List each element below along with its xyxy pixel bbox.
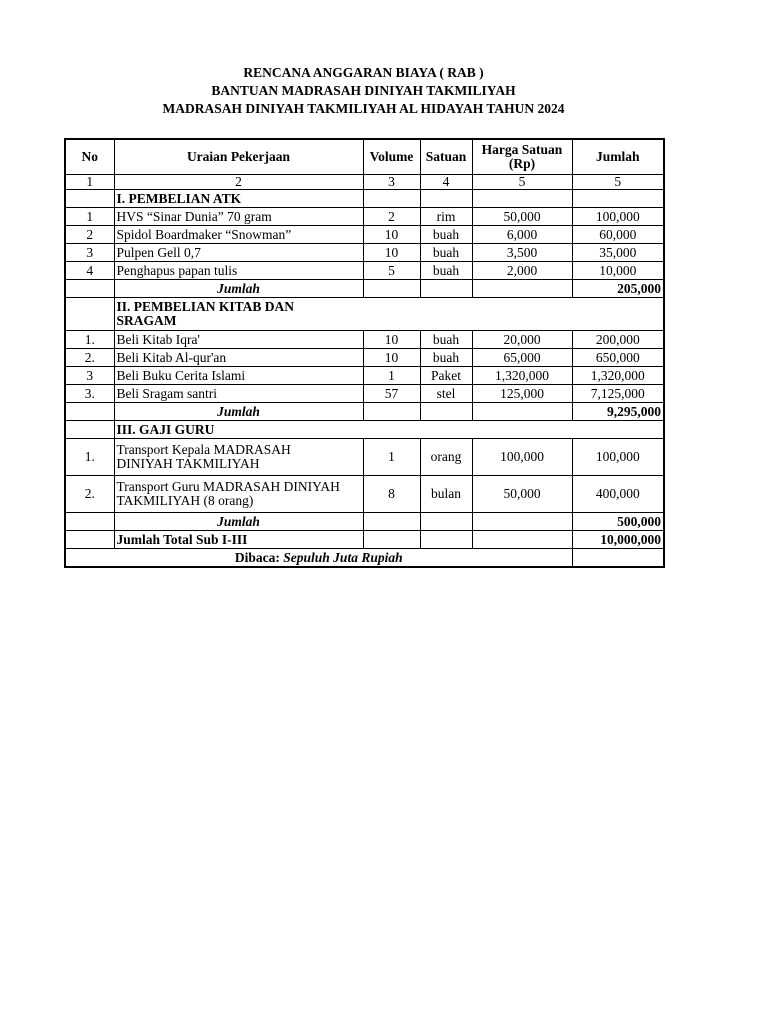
item-harga: 125,000 bbox=[472, 385, 572, 403]
subtotal-value: 9,295,000 bbox=[572, 403, 664, 421]
item-volume: 8 bbox=[363, 476, 420, 513]
item-jumlah: 100,000 bbox=[572, 439, 664, 476]
index-cell: 2 bbox=[114, 175, 363, 190]
item-jumlah: 200,000 bbox=[572, 331, 664, 349]
table-row bbox=[65, 367, 664, 385]
item-satuan: rim bbox=[420, 208, 472, 226]
item-jumlah: 650,000 bbox=[572, 349, 664, 367]
item-satuan: buah bbox=[420, 244, 472, 262]
section-title-text: II. PEMBELIAN KITAB DAN SRAGAM bbox=[116, 299, 295, 328]
item-uraian: Beli Buku Cerita Islami bbox=[114, 367, 363, 385]
table-row bbox=[65, 262, 664, 280]
item-uraian: Spidol Boardmaker “Snowman” bbox=[114, 226, 363, 244]
item-harga: 100,000 bbox=[472, 439, 572, 476]
subtotal-label: Jumlah bbox=[114, 513, 363, 531]
item-no: 2 bbox=[65, 226, 114, 244]
item-no: 3 bbox=[65, 244, 114, 262]
subtotal-row bbox=[65, 280, 664, 298]
index-cell: 1 bbox=[65, 175, 114, 190]
item-uraian: Beli Sragam santri bbox=[114, 385, 363, 403]
table-row bbox=[65, 385, 664, 403]
item-satuan: buah bbox=[420, 349, 472, 367]
item-satuan: buah bbox=[420, 262, 472, 280]
item-uraian: Pulpen Gell 0,7 bbox=[114, 244, 363, 262]
table-row bbox=[65, 226, 664, 244]
grand-total-value: 10,000,000 bbox=[572, 531, 664, 549]
item-no: 2. bbox=[65, 476, 114, 513]
section-title bbox=[114, 298, 664, 331]
subtotal-value: 500,000 bbox=[572, 513, 664, 531]
item-uraian: Penghapus papan tulis bbox=[114, 262, 363, 280]
item-jumlah: 60,000 bbox=[572, 226, 664, 244]
item-satuan: Paket bbox=[420, 367, 472, 385]
item-jumlah: 7,125,000 bbox=[572, 385, 664, 403]
title-line-2: BANTUAN MADRASAH DINIYAH TAKMILIYAH bbox=[211, 83, 516, 98]
table-row bbox=[65, 208, 664, 226]
header-harga: Harga Satuan (Rp) bbox=[472, 139, 572, 175]
subtotal-label: Jumlah bbox=[114, 280, 363, 298]
dibaca-cell bbox=[65, 549, 572, 568]
item-volume: 10 bbox=[363, 244, 420, 262]
item-no: 3 bbox=[65, 367, 114, 385]
item-harga: 20,000 bbox=[472, 331, 572, 349]
dibaca-label: Dibaca: bbox=[234, 549, 280, 565]
item-jumlah: 100,000 bbox=[572, 208, 664, 226]
dibaca-value: Sepuluh Juta Rupiah bbox=[283, 549, 403, 565]
header-jumlah: Jumlah bbox=[572, 139, 664, 175]
item-uraian: HVS “Sinar Dunia” 70 gram bbox=[114, 208, 363, 226]
index-cell: 5 bbox=[572, 175, 664, 190]
header-satuan: Satuan bbox=[420, 139, 472, 175]
item-jumlah: 10,000 bbox=[572, 262, 664, 280]
grand-total-row bbox=[65, 531, 664, 549]
index-cell: 4 bbox=[420, 175, 472, 190]
item-harga: 50,000 bbox=[472, 208, 572, 226]
item-jumlah: 35,000 bbox=[572, 244, 664, 262]
grand-total-label: Jumlah Total Sub I-III bbox=[114, 531, 363, 549]
item-harga: 65,000 bbox=[472, 349, 572, 367]
table-header-row bbox=[65, 139, 664, 175]
index-cell: 3 bbox=[363, 175, 420, 190]
subtotal-row bbox=[65, 513, 664, 531]
index-cell: 5 bbox=[472, 175, 572, 190]
table-row bbox=[65, 349, 664, 367]
item-no: 1 bbox=[65, 208, 114, 226]
document-title-block bbox=[64, 64, 663, 118]
table-row bbox=[65, 476, 664, 513]
item-uraian: Transport Kepala MADRASAH DINIYAH TAKMILIYAH bbox=[114, 439, 363, 476]
section-header-row bbox=[65, 190, 664, 208]
section-header-row bbox=[65, 298, 664, 331]
item-no: 2. bbox=[65, 349, 114, 367]
item-satuan: orang bbox=[420, 439, 472, 476]
section-title: III. GAJI GURU bbox=[114, 421, 664, 439]
section-header-row bbox=[65, 421, 664, 439]
subtotal-label: Jumlah bbox=[114, 403, 363, 421]
item-harga: 6,000 bbox=[472, 226, 572, 244]
item-volume: 5 bbox=[363, 262, 420, 280]
header-volume: Volume bbox=[363, 139, 420, 175]
item-satuan: buah bbox=[420, 331, 472, 349]
table-row bbox=[65, 439, 664, 476]
item-jumlah: 400,000 bbox=[572, 476, 664, 513]
subtotal-row bbox=[65, 403, 664, 421]
item-uraian: Transport Guru MADRASAH DINIYAH TAKMILIYAH (8 orang) bbox=[114, 476, 363, 513]
title-line-3: MADRASAH DINIYAH TAKMILIYAH AL HIDAYAH TAHUN 2024 bbox=[162, 101, 565, 116]
subtotal-value: 205,000 bbox=[572, 280, 664, 298]
item-harga: 50,000 bbox=[472, 476, 572, 513]
item-no: 1. bbox=[65, 331, 114, 349]
item-harga: 3,500 bbox=[472, 244, 572, 262]
item-no: 3. bbox=[65, 385, 114, 403]
item-volume: 10 bbox=[363, 349, 420, 367]
item-no: 4 bbox=[65, 262, 114, 280]
title-line-1: RENCANA ANGGARAN BIAYA ( RAB ) bbox=[243, 65, 484, 80]
item-volume: 1 bbox=[363, 439, 420, 476]
rab-table bbox=[64, 138, 665, 568]
header-no: No bbox=[65, 139, 114, 175]
item-volume: 1 bbox=[363, 367, 420, 385]
item-volume: 10 bbox=[363, 226, 420, 244]
item-volume: 2 bbox=[363, 208, 420, 226]
item-no: 1. bbox=[65, 439, 114, 476]
item-harga: 2,000 bbox=[472, 262, 572, 280]
item-uraian: Beli Kitab Iqra' bbox=[114, 331, 363, 349]
item-volume: 10 bbox=[363, 331, 420, 349]
header-uraian: Uraian Pekerjaan bbox=[114, 139, 363, 175]
item-jumlah: 1,320,000 bbox=[572, 367, 664, 385]
table-row bbox=[65, 331, 664, 349]
dibaca-row bbox=[65, 549, 664, 568]
table-row bbox=[65, 244, 664, 262]
item-uraian: Beli Kitab Al-qur'an bbox=[114, 349, 363, 367]
item-harga: 1,320,000 bbox=[472, 367, 572, 385]
column-index-row bbox=[65, 175, 664, 190]
item-volume: 57 bbox=[363, 385, 420, 403]
item-satuan: stel bbox=[420, 385, 472, 403]
item-satuan: buah bbox=[420, 226, 472, 244]
section-title: I. PEMBELIAN ATK bbox=[114, 190, 363, 208]
item-satuan: bulan bbox=[420, 476, 472, 513]
